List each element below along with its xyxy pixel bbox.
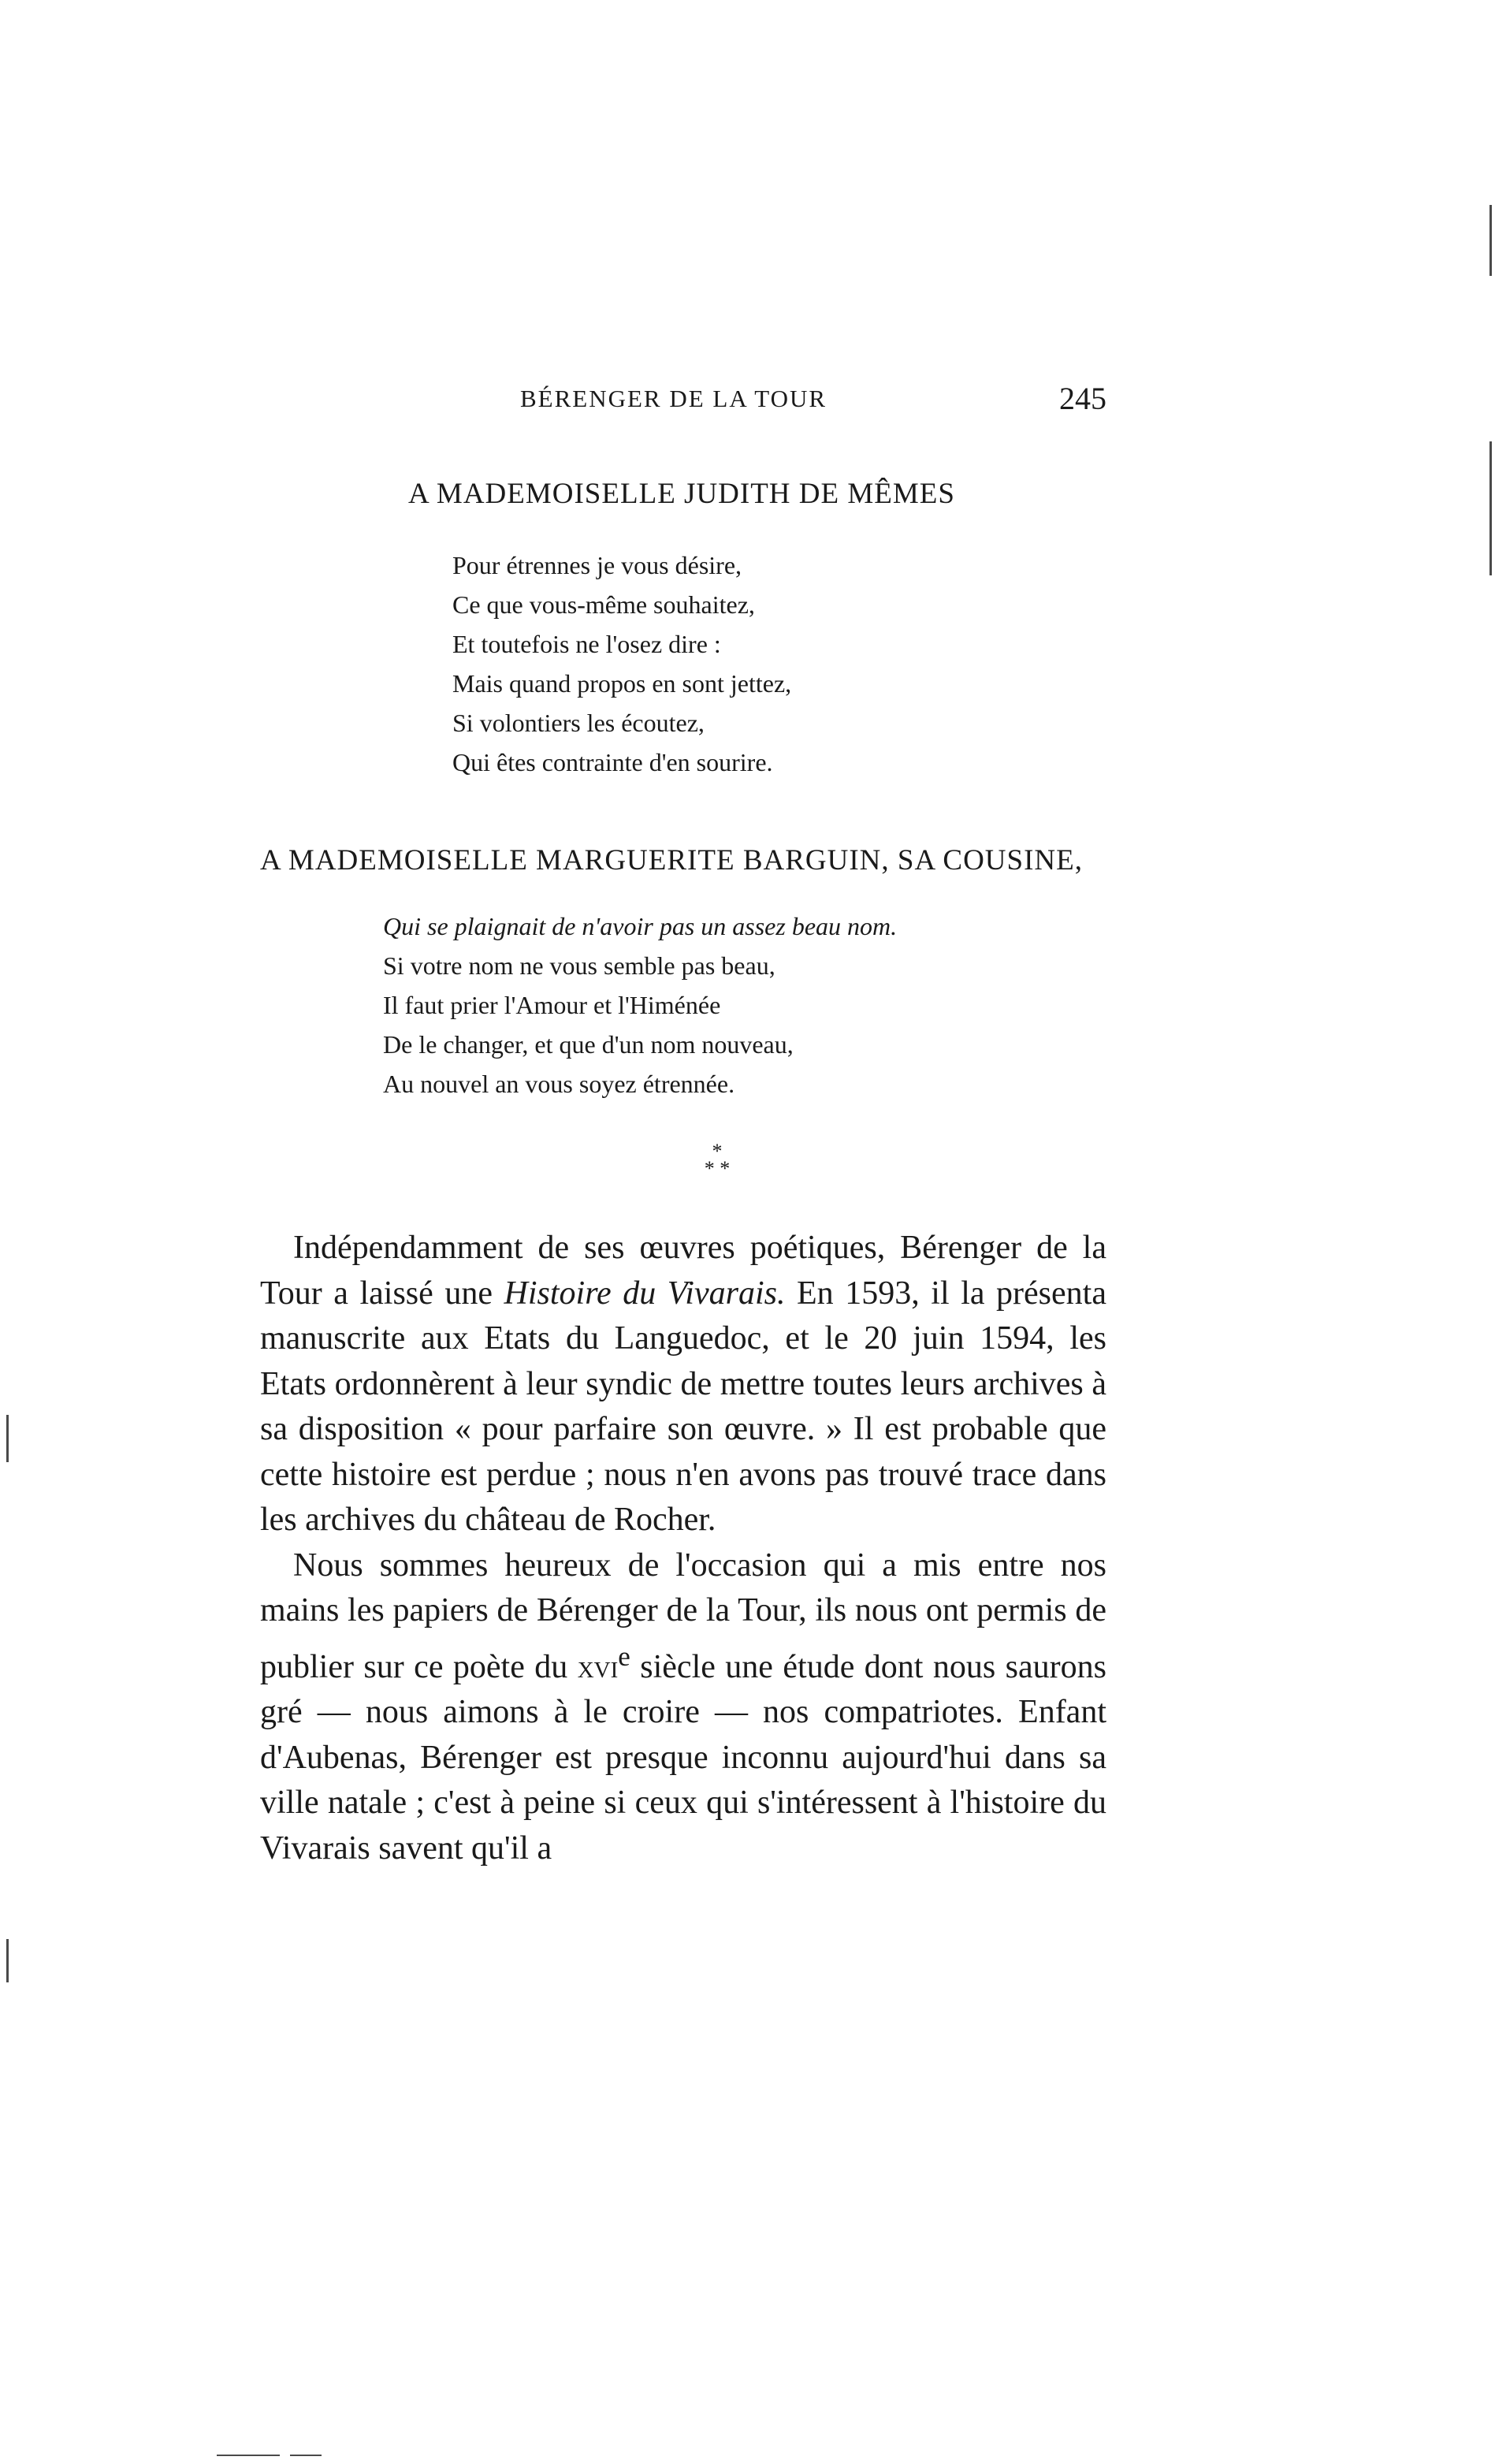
asterism-bottom: * * [704,1157,731,1180]
scan-edge-mark-right-2 [1489,441,1492,575]
paragraph-1 [260,1226,1106,1543]
verse-line: Ce que vous-même souhaitez, [452,590,755,619]
verse-line: Et toutefois ne l'osez dire : [452,630,721,658]
scan-edge-mark-bottom-2 [290,2455,322,2456]
verse-line: Si votre nom ne vous semble pas beau, [383,951,775,980]
scan-edge-mark-bottom-1 [217,2455,280,2456]
verse-line: Si volontiers les écoutez, [452,709,705,737]
paragraph-2-text-b: siècle une étude dont nous saurons gré — nous aimons à le croire — nos compatriotes. Enfant d'Aubenas, Bérenger est presque inconnu aujourd'hui dans sa ville natale ; c'est à peine si ceux qui s'intéressent à l'histoire du Vivarais savent qu'il a [260,1648,1106,1867]
paragraph-1-text-b: En 1593, il la présenta manuscrite aux Etats du Languedoc, et le 20 juin 1594, les Etats ordonnèrent à leur syndic de mettre toutes leurs archives à sa disposition « pour parfaire son œuvre. » Il est probable que cette histoire est perdue ; nous n'en avons pas trouvé trace dans les archives du château de Rocher. [260,1275,1106,1538]
histoire-title: Histoire du Vivarais. [504,1275,786,1312]
poem-subtitle: Qui se plaignait de n'avoir pas un assez beau nom. [383,912,898,940]
poem-title-marguerite: A MADEMOISELLE MARGUERITE BARGUIN, SA COUSINE, [260,844,1083,877]
running-head [260,381,1106,424]
scan-edge-mark-left-2 [6,1939,9,1982]
paragraph-2-text-a: Nous sommes heureux de l'occasion qui a mis entre nos mains les papiers de Bérenger de la Tour, ils nous ont permis de publier sur ce poète du [260,1547,1106,1685]
poem-verse-marguerite [383,906,897,1104]
verse-line: Pour étrennes je vous désire, [452,551,742,579]
verse-line: Qui êtes contrainte d'en sourire. [452,748,773,776]
asterism-top: * [712,1140,723,1163]
scan-edge-mark-right-1 [1489,205,1492,276]
running-title: BÉRENGER DE LA TOUR [520,385,827,412]
poem-verse-judith [452,545,791,782]
page-number: 245 [1059,381,1106,416]
century-numeral: xvi [577,1648,619,1685]
paragraph-1-text-a: Indépendamment de ses œuvres poétiques, Bérenger de la Tour a laissé une [260,1230,1106,1312]
verse-line: Au nouvel an vous soyez étrennée. [383,1070,735,1098]
century-superscript: e [618,1640,630,1672]
paragraph-2 [260,1543,1106,1872]
poem-title-judith: A MADEMOISELLE JUDITH DE MÊMES [408,478,955,510]
verse-line: Il faut prier l'Amour et l'Himénée [383,991,721,1019]
asterism-divider [694,1140,741,1180]
prose-body [260,1226,1106,1871]
verse-line: De le changer, et que d'un nom nouveau, [383,1030,794,1059]
verse-line: Mais quand propos en sont jettez, [452,669,792,698]
scan-edge-mark-left-1 [6,1415,9,1462]
